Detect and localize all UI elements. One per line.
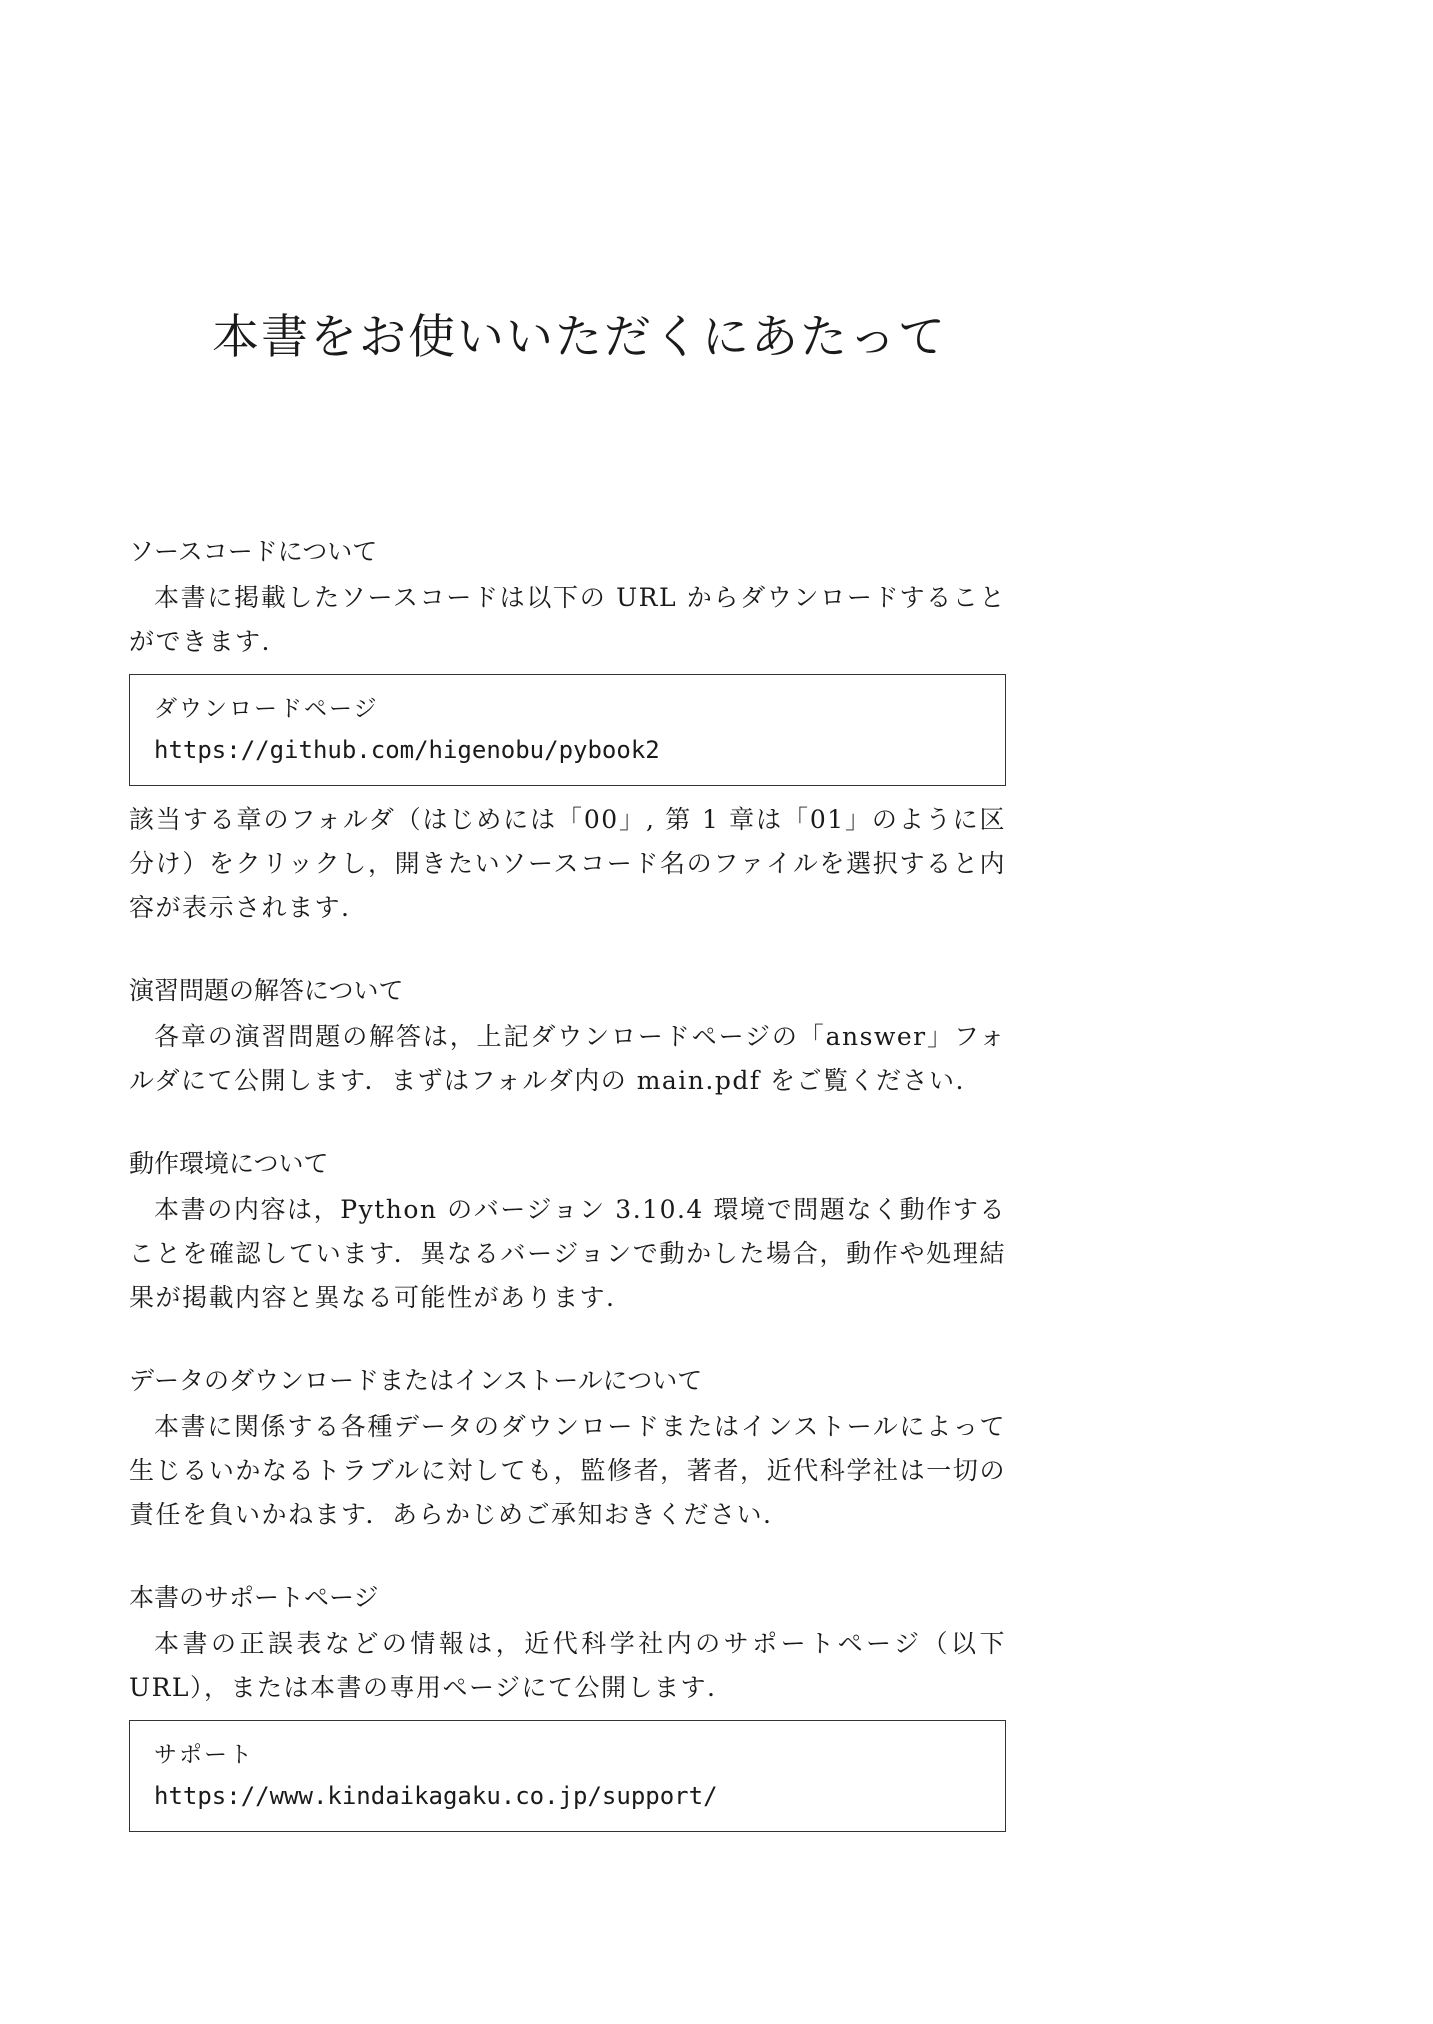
section-heading: 本書のサポートページ: [129, 1583, 379, 1612]
section-heading: データのダウンロードまたはインストールについて: [129, 1366, 703, 1395]
box-label: ダウンロードページ: [154, 696, 379, 722]
section-support-page: [129, 1578, 1006, 1832]
section-heading: 動作環境について: [129, 1149, 329, 1178]
paragraph: 本書の正誤表などの情報は，近代科学社内のサポートページ（以下 URL），または本書の専用ページにて公開します.: [129, 1629, 1006, 1702]
main-content: [129, 532, 1006, 1844]
download-page-box: [129, 674, 1006, 786]
page-title: 本書をお使いいただくにあたって: [212, 310, 947, 365]
download-url[interactable]: https://github.com/higenobu/pybook2: [154, 736, 660, 764]
section-data-download: [129, 1361, 1006, 1537]
paragraph: 各章の演習問題の解答は，上記ダウンロードページの「answer」フォルダにて公開します．まずはフォルダ内の main.pdf をご覧ください.: [129, 1022, 1006, 1095]
support-url[interactable]: https://www.kindaikagaku.co.jp/support/: [154, 1782, 718, 1810]
section-source-code: [129, 532, 1006, 930]
section-heading: 演習問題の解答について: [129, 976, 404, 1005]
section-environment: [129, 1144, 1006, 1320]
section-heading: ソースコードについて: [129, 537, 378, 566]
support-page-box: [129, 1720, 1006, 1832]
paragraph: 該当する章のフォルダ（はじめには「00」, 第 1 章は「01」のように区分け）をクリックし，開きたいソースコード名のファイルを選択すると内容が表示されます.: [129, 805, 1006, 922]
box-label: サポート: [154, 1742, 254, 1768]
paragraph: 本書に掲載したソースコードは以下の URL からダウンロードすることができます.: [129, 583, 1006, 656]
paragraph: 本書の内容は，Python のバージョン 3.10.4 環境で問題なく動作することを確認しています．異なるバージョンで動かした場合，動作や処理結果が掲載内容と異なる可能性があります.: [129, 1195, 1006, 1312]
section-exercise-answers: [129, 971, 1006, 1103]
paragraph: 本書に関係する各種データのダウンロードまたはインストールによって生じるいかなるトラブルに対しても，監修者，著者，近代科学社は一切の責任を負いかねます．あらかじめご承知おきください.: [129, 1412, 1006, 1529]
